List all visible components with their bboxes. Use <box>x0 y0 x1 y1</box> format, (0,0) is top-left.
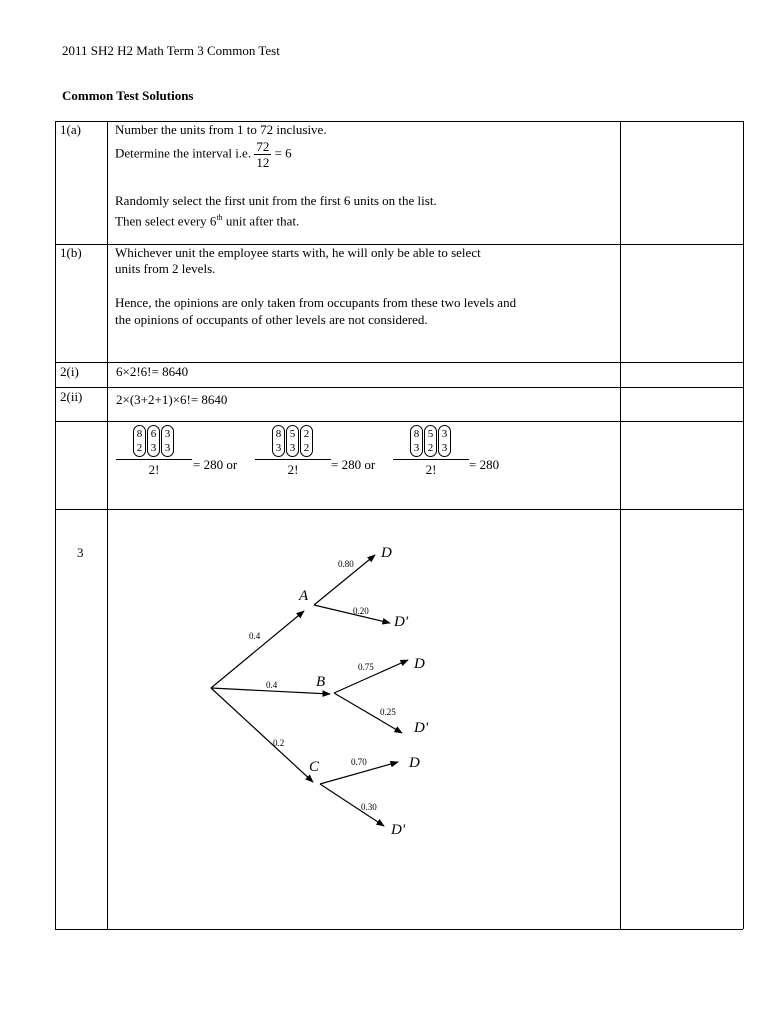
node-Dprime: D' <box>391 822 406 838</box>
fraction-denominator: 12 <box>256 155 270 170</box>
binomial: 8 2 <box>133 425 146 457</box>
binomial: 8 3 <box>410 425 423 457</box>
line-text: Then select every 6 <box>115 213 217 229</box>
prob-label: 0.75 <box>358 662 374 672</box>
branch-to-C <box>211 688 313 782</box>
prob-label: 0.25 <box>380 707 396 717</box>
solution-line: Whichever unit the employee starts with, he will only be able to select <box>115 245 481 260</box>
combination-result: = 280 or <box>193 457 238 472</box>
question-number: 2(i) <box>60 364 79 379</box>
binomial: 5 3 <box>286 425 299 457</box>
document-title: Common Test Solutions <box>62 88 194 103</box>
node-C: C <box>309 759 320 775</box>
combination-result: = 280 or <box>331 457 376 472</box>
fraction-numerator: 72 <box>256 139 270 154</box>
branch-A-Dprime <box>314 605 390 623</box>
prob-label: 0.70 <box>351 757 367 767</box>
binomial: 3 3 <box>161 425 174 457</box>
solution-line: Hence, the opinions are only taken from occupants from these two levels and <box>115 295 517 310</box>
superscript: th <box>216 213 223 222</box>
solution-line: the opinions of occupants of other levels are not considered. <box>115 312 428 327</box>
line-text: unit after that. <box>222 213 300 229</box>
binomial: 6 3 <box>147 425 160 457</box>
math-expression: 6×2!6!= 8640 <box>116 364 189 379</box>
prob-label: 0.4 <box>249 631 261 641</box>
document-header: 2011 SH2 H2 Math Term 3 Common Test <box>62 43 280 58</box>
binomial: 2 2 <box>300 425 313 457</box>
prob-label: 0.30 <box>361 802 377 812</box>
interval-label: Determine the interval i.e. <box>115 145 252 161</box>
question-number: 1(b) <box>60 245 82 260</box>
prob-label: 0.20 <box>353 606 369 616</box>
solution-line: Randomly select the first unit from the first 6 units on the list. <box>115 193 437 208</box>
question-number: 1(a) <box>60 122 81 137</box>
node-Dprime: D' <box>414 720 429 736</box>
math-expression: 2×(3+2+1)×6!= 8640 <box>116 392 228 407</box>
binomial: 5 2 <box>424 425 437 457</box>
solution-line: units from 2 levels. <box>115 261 216 276</box>
node-D: D <box>414 656 425 672</box>
combination-result: = 280 <box>469 457 500 472</box>
branch-to-A <box>211 611 304 688</box>
fraction-result: = 6 <box>274 145 292 161</box>
question-number: 2(ii) <box>60 389 83 404</box>
question-number: 3 <box>77 545 84 560</box>
node-B: B <box>316 674 326 690</box>
node-D: D <box>409 755 420 771</box>
binomial: 8 3 <box>272 425 285 457</box>
node-Dprime: D' <box>394 614 409 630</box>
fraction-denominator: 2! <box>148 462 160 477</box>
fraction-denominator: 2! <box>425 462 437 477</box>
prob-label: 0.80 <box>338 559 354 569</box>
prob-label: 0.2 <box>273 738 285 748</box>
fraction-denominator: 2! <box>287 462 299 477</box>
binomial: 3 3 <box>438 425 451 457</box>
solution-line: Number the units from 1 to 72 inclusive. <box>115 122 327 137</box>
prob-label: 0.4 <box>266 680 278 690</box>
node-D: D <box>381 545 392 561</box>
node-A: A <box>299 588 309 604</box>
